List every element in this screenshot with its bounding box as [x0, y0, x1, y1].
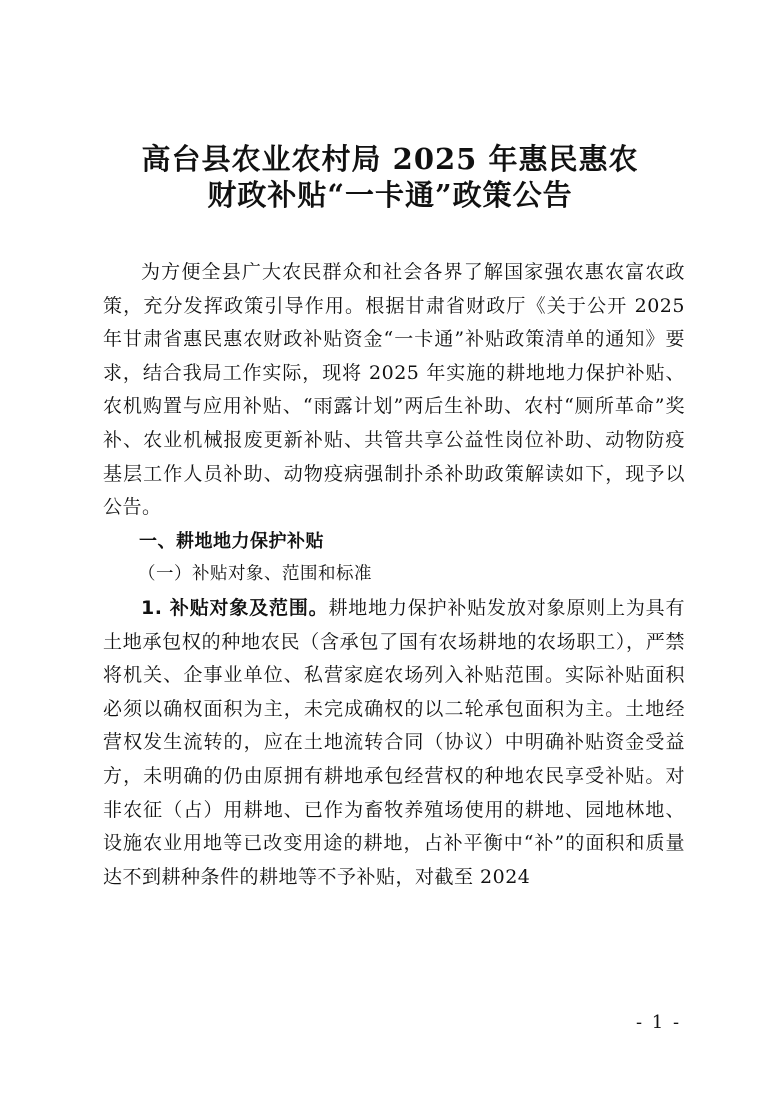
item-lead: 1. 补贴对象及范围。	[141, 596, 329, 619]
subsection-heading: （一）补贴对象、范围和标准	[138, 564, 372, 585]
section-heading: 一、耕地地力保护补贴	[139, 530, 324, 552]
document-title-line-2: 财政补贴“一卡通”政策公告	[207, 178, 573, 212]
item-paragraph	[103, 592, 685, 894]
page-number: - 1 -	[636, 1012, 682, 1033]
document-title-line-1: 高台县农业农村局 2025 年惠民惠农	[141, 142, 639, 176]
intro-paragraph: 为方便全县广大农民群众和社会各界了解国家强农惠农富农政策，充分发挥政策引导作用。根据甘肃省财政厅《关于公开 2025 年甘肃省惠民惠农财政补贴资金“一卡通”补贴政策清单的通知》要求，结合我局工作实际，现将 2025 年实施的耕地地力保护补贴、农机购置与应用补贴、“雨露计划”两后生补助、农村“厕所革命”奖补、农业机械报废更新补贴、共管共享公益性岗位补助、动物防疫基层工作人员补助、动物疫病强制扑杀补助政策解读如下，现予以公告。	[103, 261, 685, 519]
item-text: 耕地地力保护补贴发放对象原则上为具有土地承包权的种地农民（含承包了国有农场耕地的农场职工），严禁将机关、企事业单位、私营家庭农场列入补贴范围。实际补贴面积必须以确权面积为主，未完成确权的以二轮承包面积为主。土地经营权发生流转的，应在土地流转合同（协议）中明确补贴资金受益方，未明确的仍由原拥有耕地承包经营权的种地农民享受补贴。对非农征（占）用耕地、已作为畜牧养殖场使用的耕地、园地林地、设施农业用地等已改变用途的耕地，占补平衡中“补”的面积和质量达不到耕种条件的耕地等不予补贴，对截至 2024	[103, 596, 685, 888]
document-body	[103, 256, 685, 894]
